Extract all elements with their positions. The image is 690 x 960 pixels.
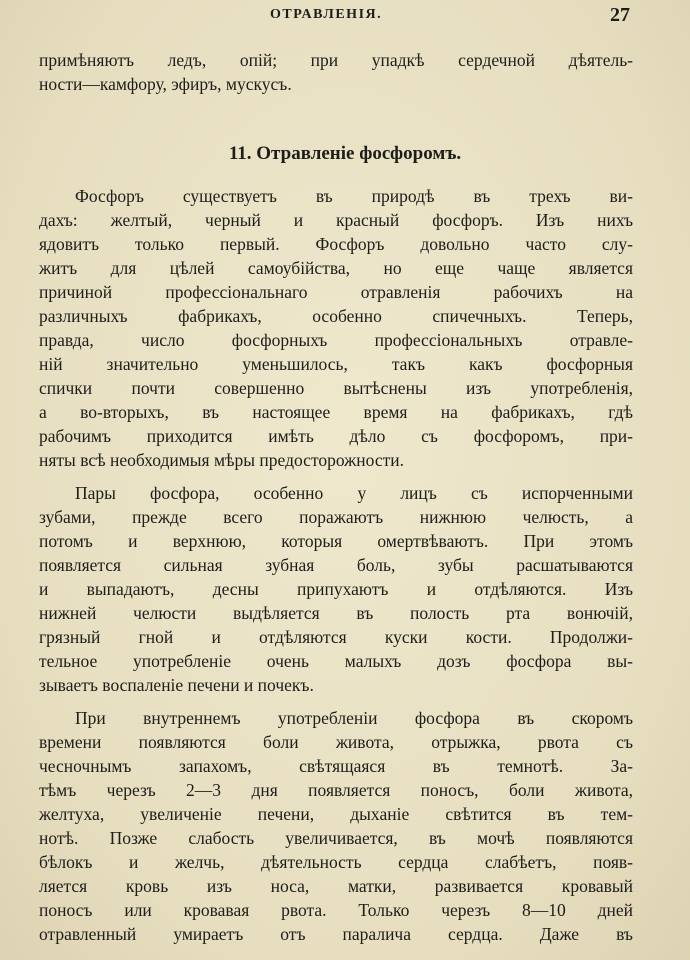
text-line: чесночнымъ запахомъ, свѣтящаяся въ темнотѣ. За- [39, 756, 633, 776]
text-line: тѣмъ черезъ 2—3 дня появляется поносъ, боли живота, [39, 780, 633, 800]
text-line: времени появляются боли живота, отрыжка, рвота съ [39, 732, 633, 752]
text-line: желтуха, увеличеніе печени, дыханіе свѣтится въ тем- [39, 804, 633, 824]
text-line: рабочимъ приходится имѣть дѣло съ фосфоромъ, при- [39, 426, 633, 446]
page-number: 27 [610, 4, 630, 26]
text-line: примѣняютъ ледъ, опій; при упадкѣ сердечной дѣятель- [39, 50, 633, 70]
text-line: При внутреннемъ употребленіи фосфора въ скоромъ [75, 708, 633, 728]
text-line: Пары фосфора, особенно у лицъ съ испорченными [75, 483, 633, 503]
text-line: правда, число фосфорныхъ профессіональныхъ отравле- [39, 330, 633, 350]
running-head [0, 4, 690, 28]
running-head-title: ОТРАВЛЕНІЯ. [270, 7, 383, 22]
text-line: ности—камфору, эфиръ, мускусъ. [39, 74, 292, 94]
text-line: появляется сильная зубная боль, зубы расшатываются [39, 555, 633, 575]
text-line: причиной профессіональнаго отравленія рабочихъ на [39, 282, 633, 302]
text-line: нотѣ. Позже слабость увеличивается, въ мочѣ появляются [39, 828, 633, 848]
text-line: Фосфоръ существуетъ въ природѣ въ трехъ ви- [75, 186, 633, 206]
text-line: отравленный умираетъ отъ паралича сердца. Даже въ [39, 924, 633, 944]
text-line: потомъ и верхнюю, которыя омертвѣваютъ. При этомъ [39, 531, 633, 551]
section-heading: 11. Отравленіе фосфоромъ. [228, 143, 462, 164]
text-line: ляется кровь изъ носа, матки, развивается кровавый [39, 876, 633, 896]
text-line: ній значительно уменьшилось, такъ какъ фосфорныя [39, 354, 633, 374]
text-line: зубами, прежде всего поражаютъ нижнюю челюсть, а [39, 507, 633, 527]
text-line: тельное употребленіе очень малыхъ дозъ фосфора вы- [39, 651, 633, 671]
text-line: и выпадаютъ, десны припухаютъ и отдѣляются. Изъ [39, 579, 633, 599]
text-line: житъ для цѣлей самоубійства, но еще чаще является [39, 258, 633, 278]
text-line: дахъ: желтый, черный и красный фосфоръ. Изъ нихъ [39, 210, 633, 230]
text-line: нижней челюсти выдѣляется въ полость рта вонючій, [39, 603, 633, 623]
text-line: а во-вторыхъ, въ настоящее время на фабрикахъ, гдѣ [39, 402, 633, 422]
text-line: поносъ или кровавая рвота. Только черезъ 8—10 дней [39, 900, 633, 920]
text-line: спички почти совершенно вытѣснены изъ употребленія, [39, 378, 633, 398]
text-line: различныхъ фабрикахъ, особенно спичечныхъ. Теперь, [39, 306, 633, 326]
text-line: зываетъ воспаленіе печени и почекъ. [39, 675, 314, 695]
text-line: бѣлокъ и желчь, дѣятельность сердца слабѣетъ, появ- [39, 852, 633, 872]
text-line: няты всѣ необходимыя мѣры предосторожности. [39, 450, 404, 470]
text-line: грязный гной и отдѣляются куски кости. Продолжи- [39, 627, 633, 647]
text-line: ядовитъ только первый. Фосфоръ довольно часто слу- [39, 234, 633, 254]
